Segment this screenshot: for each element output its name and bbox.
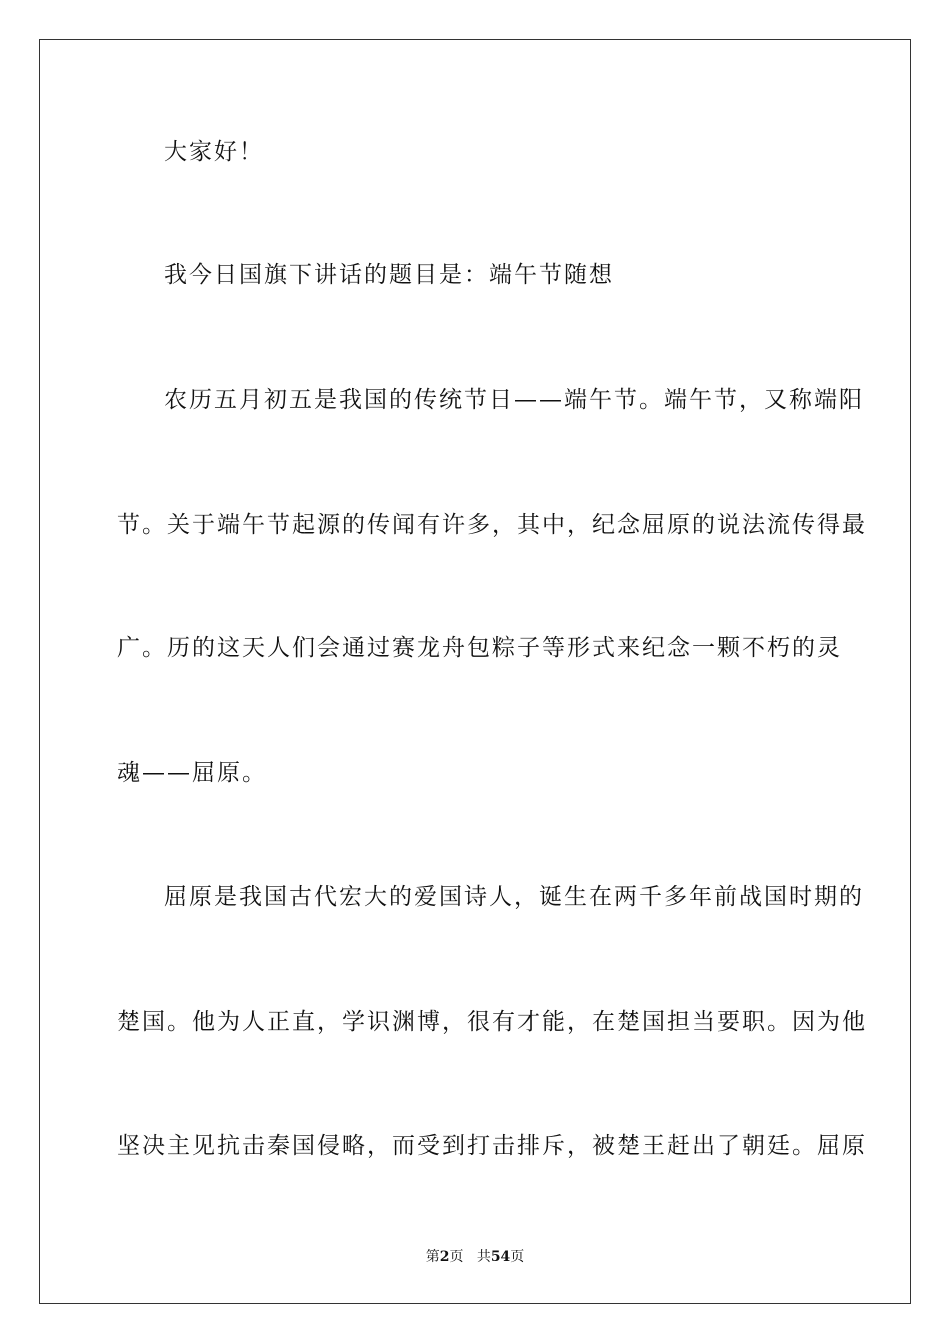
paragraph-line: 楚国。他为人正直，学识渊博，很有才能，在楚国担当要职。因为他	[117, 1009, 867, 1035]
paragraph-line: 节。关于端午节起源的传闻有许多，其中，纪念屈原的说法流传得最	[117, 512, 867, 538]
total-suffix: 页	[510, 1249, 525, 1265]
total-prefix: 共	[476, 1249, 491, 1265]
topic-line: 我今日国旗下讲话的题目是：端午节随想	[164, 262, 614, 288]
total-pages: 54	[490, 1249, 511, 1265]
greeting-line: 大家好！	[164, 139, 264, 165]
paragraph-line: 广。历的这天人们会通过赛龙舟包粽子等形式来纪念一颗不朽的灵	[117, 635, 842, 661]
page-footer	[0, 1248, 950, 1266]
page-prefix: 第	[425, 1249, 440, 1265]
page-suffix: 页	[449, 1249, 464, 1265]
paragraph-line: 屈原是我国古代宏大的爱国诗人，诞生在两千多年前战国时期的	[164, 884, 864, 910]
paragraph-line: 魂——屈原。	[117, 760, 267, 786]
paragraph-line: 坚决主见抗击秦国侵略，而受到打击排斥，被楚王赶出了朝廷。屈原	[117, 1133, 867, 1159]
page-frame	[39, 39, 911, 1304]
page-number: 2	[439, 1249, 450, 1265]
paragraph-line: 农历五月初五是我国的传统节日——端午节。端午节，又称端阳	[164, 387, 864, 413]
